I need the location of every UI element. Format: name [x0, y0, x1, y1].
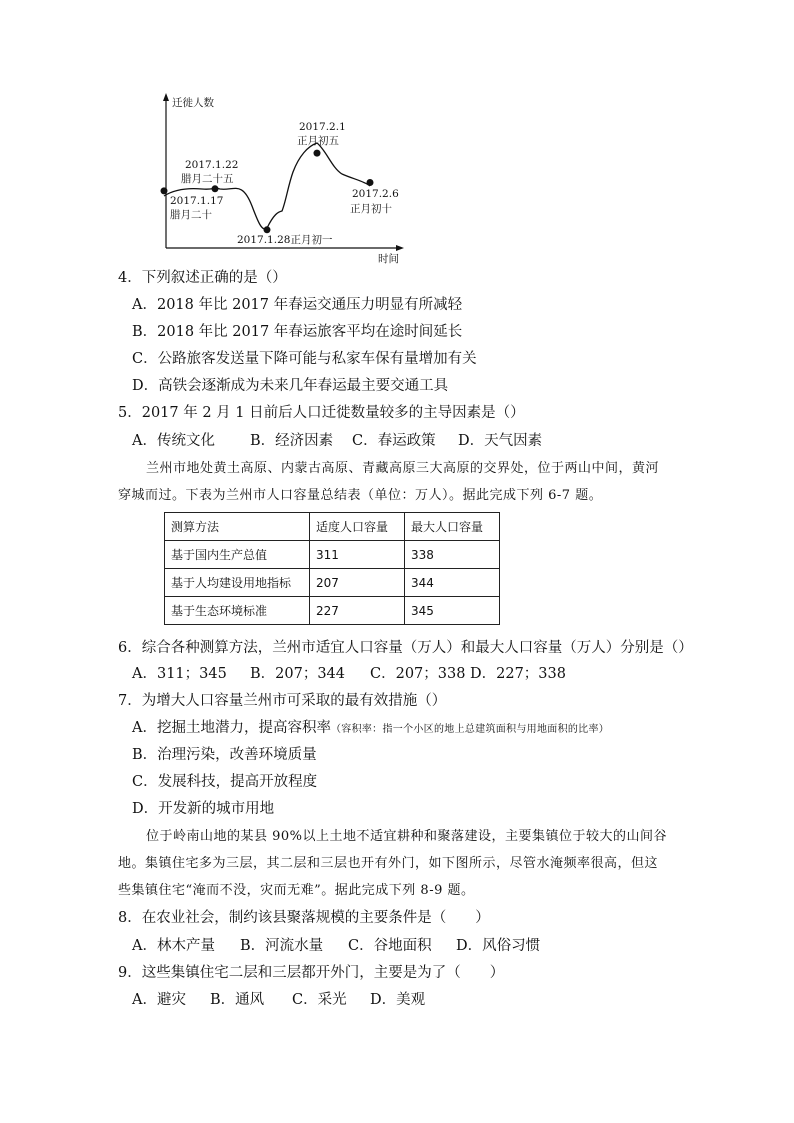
table-header-max: 最大人口容量: [405, 513, 500, 541]
table-cell: 311: [310, 541, 405, 569]
q9-option-c[interactable]: C．采光: [292, 992, 347, 1008]
table-cell: 227: [310, 597, 405, 625]
q7-option-c[interactable]: C．发展科技，提高开放程度: [132, 774, 318, 790]
population-capacity-table: [164, 512, 500, 625]
data-point: [367, 179, 374, 186]
anno-0122-lunar: 腊月二十五: [181, 173, 234, 185]
anno-0117-date: 2017.1.17: [170, 195, 224, 207]
q5-option-a[interactable]: A．传统文化: [132, 433, 215, 449]
q4-option-a[interactable]: A．2018 年比 2017 年春运交通压力明显有所减轻: [132, 297, 463, 313]
anno-0201-date: 2017.2.1: [299, 121, 346, 133]
q6-option-b[interactable]: B．207；344: [250, 666, 346, 682]
q9-option-b[interactable]: B．通风: [210, 992, 265, 1008]
q9-stem: 9．这些集镇住宅二层和三层都开外门，主要是为了（ ）: [118, 965, 505, 981]
migration-chart: [150, 90, 420, 270]
passage2-line1: 位于岭南山地的某县 90%以上土地不适宜耕种和聚落建设，主要集镇位于较大的山间谷: [146, 829, 668, 844]
table-cell: 345: [405, 597, 500, 625]
table-row: [165, 597, 500, 625]
table-header-moderate: 适度人口容量: [310, 513, 405, 541]
q8-stem: 8．在农业社会，制约该县聚落规模的主要条件是（ ）: [118, 910, 490, 926]
q8-option-a[interactable]: A．林木产量: [132, 938, 215, 954]
passage2-line2: 地。集镇住宅多为三层，其二层和三层也开有外门，如下图所示，尽管水淹频率很高，但这: [118, 856, 659, 871]
anno-0206-date: 2017.2.6: [352, 188, 399, 200]
table-cell: 基于人均建设用地指标: [165, 569, 310, 597]
passage2-line3: 些集镇住宅“淹而不没，灾而无难”。据此完成下列 8-9 题。: [118, 883, 475, 898]
q8-option-d[interactable]: D．风俗习惯: [456, 938, 541, 954]
data-point: [161, 187, 168, 194]
q6-option-a[interactable]: A．311；345: [132, 666, 227, 682]
q7-option-b[interactable]: B．治理污染，改善环境质量: [132, 747, 317, 763]
q6-stem: 6．综合各种测算方法，兰州市适宜人口容量（万人）和最大人口容量（万人）分别是（）: [118, 640, 693, 656]
table-cell: 344: [405, 569, 500, 597]
data-point: [212, 185, 219, 192]
q5-option-c[interactable]: C．春运政策: [352, 433, 436, 449]
table-cell: 基于生态环境标准: [165, 597, 310, 625]
q5-stem: 5．2017 年 2 月 1 日前后人口迁徙数量较多的主导因素是（）: [118, 405, 525, 421]
q4-option-d[interactable]: D．高铁会逐渐成为未来几年春运最主要交通工具: [132, 378, 449, 394]
q8-option-c[interactable]: C．谷地面积: [348, 938, 432, 954]
table-header-row: [165, 513, 500, 541]
q7-stem: 7．为增大人口容量兰州市可采取的最有效措施（）: [118, 693, 447, 709]
q7-option-d[interactable]: D．开发新的城市用地: [132, 801, 275, 817]
q8-option-b[interactable]: B．河流水量: [240, 938, 324, 954]
q9-option-d[interactable]: D．美观: [370, 992, 426, 1008]
data-point: [264, 226, 271, 233]
q7-option-a-note: （容积率：指一个小区的地上总建筑面积与用地面积的比率）: [330, 724, 610, 735]
anno-0128: 2017.1.28正月初一: [237, 234, 333, 246]
table-cell: 基于国内生产总值: [165, 541, 310, 569]
anno-0201-lunar: 正月初五: [297, 135, 339, 147]
table-row: [165, 541, 500, 569]
q5-option-d[interactable]: D．天气因素: [458, 433, 543, 449]
q4-option-b[interactable]: B．2018 年比 2017 年春运旅客平均在途时间延长: [132, 324, 463, 340]
table-cell: 207: [310, 569, 405, 597]
table-row: [165, 569, 500, 597]
anno-0122-date: 2017.1.22: [185, 159, 239, 171]
q7-option-a[interactable]: [132, 716, 609, 737]
table-header-method: 测算方法: [165, 513, 310, 541]
passage1-line1: 兰州市地处黄土高原、内蒙古高原、青藏高原三大高原的交界处，位于两山中间，黄河: [146, 461, 660, 476]
y-axis-arrow: [163, 93, 169, 101]
q9-option-a[interactable]: A．避灾: [132, 992, 186, 1008]
table-cell: 338: [405, 541, 500, 569]
data-point: [314, 150, 321, 157]
q4-stem: 4．下列叙述正确的是（）: [118, 270, 287, 286]
anno-0206-lunar: 正月初十: [350, 203, 392, 215]
q5-option-b[interactable]: B．经济因素: [250, 433, 334, 449]
x-axis-arrow: [396, 245, 404, 251]
passage1-line2: 穿城而过。下表为兰州市人口容量总结表（单位：万人）。据此完成下列 6-7 题。: [118, 488, 603, 503]
y-axis-label: 迁徙人数: [172, 97, 214, 109]
x-axis-label: 时间: [378, 253, 399, 265]
q4-option-c[interactable]: C．公路旅客发送量下降可能与私家车保有量增加有关: [132, 351, 477, 367]
q6-option-d[interactable]: D．227；338: [470, 666, 566, 682]
q6-option-c[interactable]: C．207；338: [370, 666, 466, 682]
q7-option-a-label: A．挖掘土地潜力，提高容积率: [132, 720, 331, 736]
anno-0117-lunar: 腊月二十: [170, 209, 212, 221]
